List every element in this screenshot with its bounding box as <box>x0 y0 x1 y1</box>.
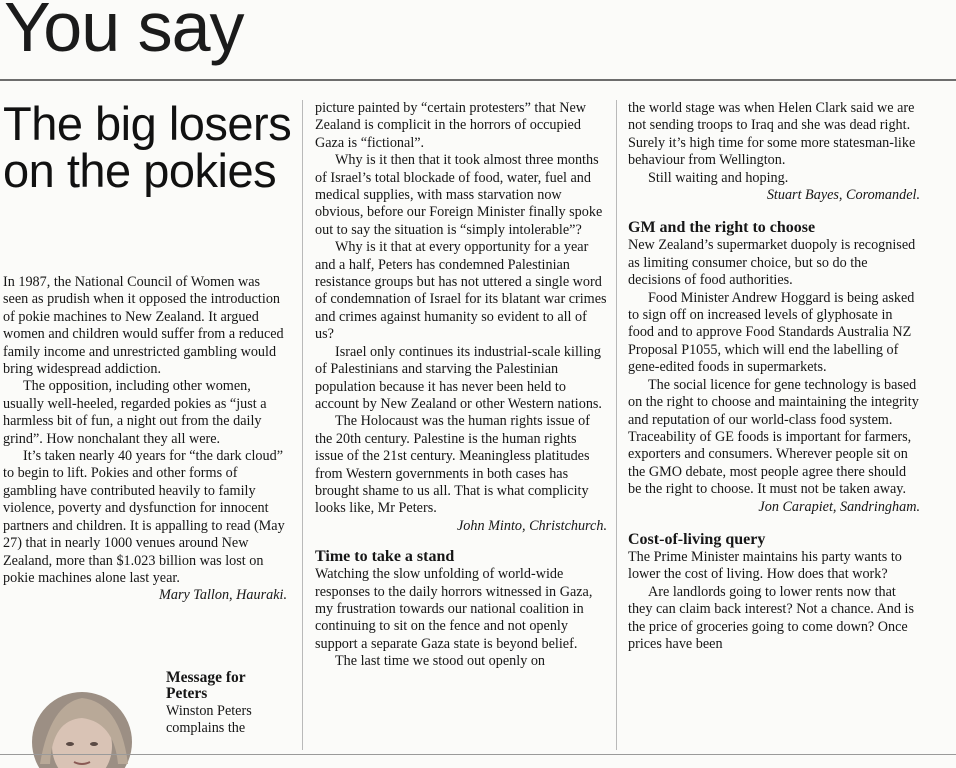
letter-intro-line: complains the <box>166 720 246 737</box>
letter1-signature: Mary Tallon, Hauraki. <box>159 587 287 604</box>
section-title: You say <box>4 0 244 66</box>
letter3-paragraph: the world stage was when Helen Clark said we are not sending troops to Iraq and she was dead right. Surely it’s high time for some more statesman-like behaviour from Wellington. <box>628 100 916 169</box>
letter4-paragraph: Food Minister Andrew Hoggard is being asked to sign off on increased levels of glyphosate in food and to approve Food Standards Australia NZ Proposal P1055, which will end the labelling of gene-edited foods in supermarkets. <box>628 289 915 376</box>
letter-subhead: Time to take a stand <box>315 548 455 566</box>
letter-subhead: Cost-of-living query <box>628 530 766 548</box>
letter4-signature: Jon Carapiet, Sandringham. <box>758 498 920 515</box>
letter2-paragraph: Why is it then that it took almost three months of Israel’s total blockade of food, water, fuel and medical supplies, with mass starvation now obvious, before our Foreign Minister finally spoke out to say the situation is “simply intolerable”? <box>315 152 603 238</box>
letter-column-1 <box>3 274 287 605</box>
letter3-signature: Stuart Bayes, Coromandel. <box>766 187 920 204</box>
letter5-paragraph: Are landlords going to lower rents now that they can claim back interest? Not a chance. And is the price of groceries going to come down? Once prices have been <box>628 583 915 652</box>
letter2-paragraph: The Holocaust was the human rights issue of the 20th century. Palestine is the human rights issue of the 21st century. Meaningless platitudes from Western governments in both cases has brought shame to us all. That is what complicity looks like, Mr Peters. <box>315 413 590 517</box>
letter5-paragraph: The Prime Minister maintains his party wants to lower the cost of living. How does that work? <box>628 548 902 583</box>
letter-column-3 <box>628 100 920 653</box>
letter4-paragraph: New Zealand’s supermarket duopoly is recognised as limiting consumer choice, but so do the decisions of food authorities. <box>628 237 916 289</box>
letter2-paragraph: Israel only continues its industrial-scale killing of Palestinians and starving the Palestinian population because it has never been held to account by New Zealand or other Western nations. <box>315 343 602 412</box>
letter-intro <box>166 703 286 738</box>
letter2-paragraph: picture painted by “certain protesters” that New Zealand is complicit in the horrors of occupied Gaza is “fictional”. <box>315 100 587 151</box>
message-for-peters <box>166 670 286 738</box>
bottom-rule <box>0 754 956 755</box>
letter4-paragraph: The social licence for gene technology is based on the right to choose and maintaining the integrity and reputation of our world-class food system. Traceability of GE foods is important for farmers, exporters and consumers. Wherever people sit on the GMO debate, most people agree there should be the right to choose. It must not be taken away. <box>628 376 919 498</box>
main-headline: The big losers on the pokies <box>3 97 292 197</box>
author-photo <box>10 684 155 768</box>
letter-subhead: Message for Peters <box>166 669 246 702</box>
column-rule <box>616 100 617 750</box>
letter-intro-line: Winston Peters <box>166 703 252 719</box>
letter-subhead: GM and the right to choose <box>628 219 816 237</box>
letter2-signature: John Minto, Christchurch. <box>456 517 607 534</box>
top-rule <box>0 79 956 81</box>
letter1-paragraph: The opposition, including other women, usually well-heeled, regarded pokies as “just a harmless bit of fun, a night out from the daily grind”. How nonchalant they all were. <box>3 378 267 447</box>
letter1-paragraph: It’s taken nearly 40 years for “the dark cloud” to begin to lift. Pokies and other forms of gambling have contributed heavily to family violence, poverty and dysfunction for innocent partners and children. It is appalling to read (May 27) that in nearly 1000 venues around New Zealand, more than $1.023 billion was lost on pokie machines alone last year. <box>3 448 285 586</box>
letter-column-2 <box>315 100 607 671</box>
letter3-paragraph: The last time we stood out openly on <box>335 653 546 670</box>
letter1-paragraph: In 1987, the National Council of Women was seen as prudish when it opposed the introduction of pokie machines to New Zealand. It argued women and children would suffer from a reduced family income and unrestricted gambling would bring widespread addiction. <box>3 274 284 378</box>
column-rule <box>302 100 303 750</box>
letter3-paragraph: Still waiting and hoping. <box>648 169 789 186</box>
letter2-paragraph: Why is it that at every opportunity for a year and a half, Peters has condemned Palestinian resistance groups but has not uttered a single word of condemnation of Israel for its blatant war crimes and crimes against humanity so evident to all of us? <box>315 239 607 343</box>
letter3-paragraph: Watching the slow unfolding of world-wide responses to the daily horrors witnessed in Gaza, my frustration towards our national coalition in continuing to sit on the fence and not openly support a separate Gaza state is beyond belief. <box>315 566 593 652</box>
